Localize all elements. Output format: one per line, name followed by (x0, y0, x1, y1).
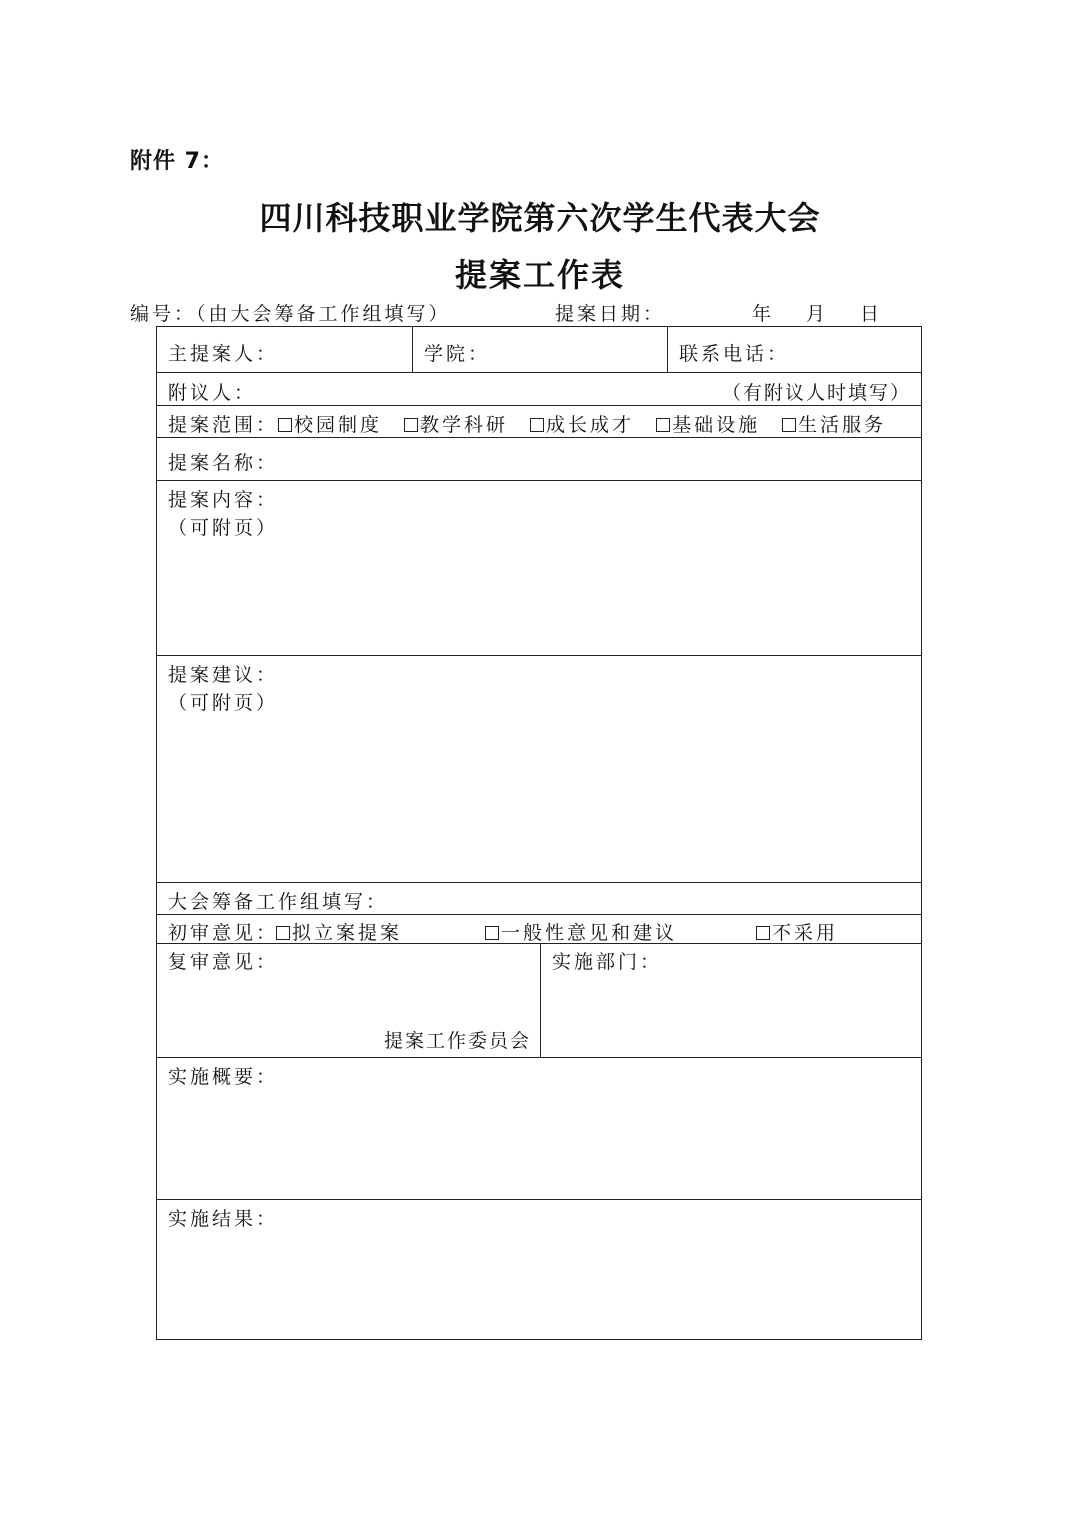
first-review-label: 初审意见： (168, 922, 279, 944)
checkbox-icon[interactable] (756, 926, 770, 940)
committee-fill-row (157, 883, 921, 915)
scope-option-life-services[interactable]: 生活服务 (782, 414, 886, 436)
suggestion-row[interactable] (157, 656, 921, 883)
result-row[interactable] (157, 1200, 921, 1339)
checkbox-icon[interactable] (404, 418, 418, 432)
checkbox-icon[interactable] (782, 418, 796, 432)
proposal-name-label: 提案名称： (168, 452, 279, 474)
department-field[interactable] (540, 944, 921, 1057)
college-label: 学院： (424, 343, 491, 365)
first-review-option-general[interactable]: 一般性意见和建议 (485, 918, 677, 945)
proposal-form (156, 326, 922, 1340)
scope-option-campus-rules[interactable]: 校园制度 (278, 414, 382, 436)
document-title: 四川科技职业学院第六次学生代表大会 (259, 199, 821, 237)
proposer-field[interactable] (157, 327, 413, 372)
result-label: 实施结果： (168, 1208, 279, 1230)
seconder-note: （有附议人时填写） (721, 382, 911, 404)
summary-label: 实施概要： (168, 1066, 279, 1088)
checkbox-icon[interactable] (276, 926, 290, 940)
date-label: 提案日期： (555, 303, 666, 325)
seconder-row[interactable] (157, 373, 921, 406)
suggestion-label: 提案建议： (168, 664, 279, 686)
content-note: （可附页） (168, 517, 279, 539)
college-field[interactable] (412, 327, 668, 372)
checkbox-icon[interactable] (656, 418, 670, 432)
second-review-row (157, 944, 921, 1058)
committee-fill-label: 大会筹备工作组填写： (168, 891, 389, 913)
attachment-label: 附件 7： (130, 149, 224, 174)
department-label: 实施部门： (552, 951, 663, 973)
second-review-field[interactable] (157, 944, 541, 1057)
phone-label: 联系电话： (679, 343, 790, 365)
first-review-option-reject[interactable]: 不采用 (756, 918, 838, 945)
year-label: 年 (752, 303, 775, 325)
document-subtitle: 提案工作表 (454, 256, 625, 294)
day-label: 日 (860, 303, 883, 325)
proposer-label: 主提案人： (168, 343, 279, 365)
first-review-option-file[interactable]: 拟立案提案 (276, 918, 402, 945)
scope-option-teaching-research[interactable]: 教学科研 (404, 414, 508, 436)
suggestion-note: （可附页） (168, 692, 279, 714)
checkbox-icon[interactable] (530, 418, 544, 432)
scope-option-growth[interactable]: 成长成才 (530, 414, 634, 436)
checkbox-icon[interactable] (485, 926, 499, 940)
phone-field[interactable] (667, 327, 921, 372)
second-review-label: 复审意见： (168, 951, 279, 973)
scope-label: 提案范围： (168, 414, 279, 436)
content-label: 提案内容： (168, 489, 279, 511)
proposal-name-row[interactable] (157, 438, 921, 481)
scope-row (157, 406, 921, 438)
checkbox-icon[interactable] (278, 418, 292, 432)
seconder-label: 附议人： (168, 382, 257, 404)
proposer-row (157, 327, 921, 373)
content-row[interactable] (157, 481, 921, 656)
committee-sign: 提案工作委员会 (383, 1030, 531, 1052)
month-label: 月 (806, 303, 829, 325)
first-review-row (157, 915, 921, 944)
number-label: 编号：（由大会筹备工作组填写） (130, 303, 451, 325)
scope-option-infrastructure[interactable]: 基础设施 (656, 414, 760, 436)
scope-options (168, 410, 886, 437)
summary-row[interactable] (157, 1058, 921, 1200)
